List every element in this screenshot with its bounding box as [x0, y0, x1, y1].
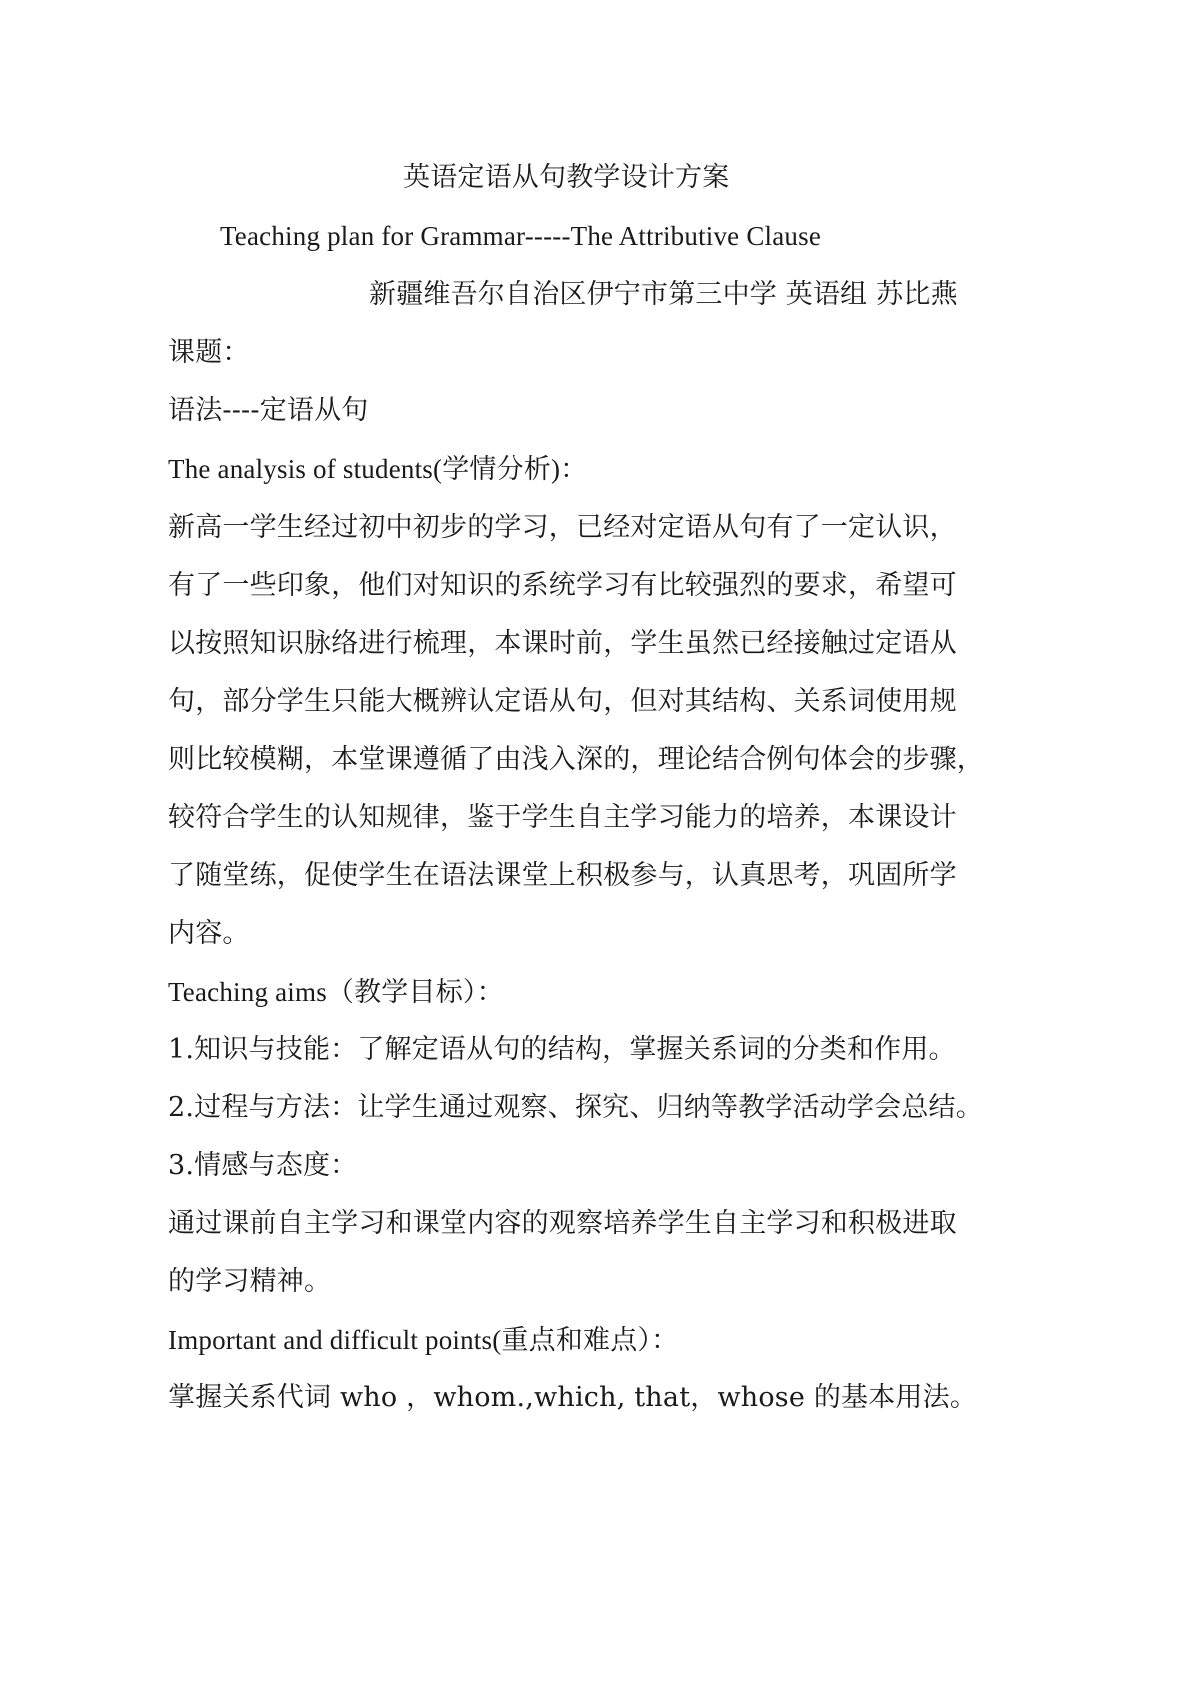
- aim-item: 3.情感与态度：: [168, 1150, 358, 1181]
- analysis-line: 有了一些印象，他们对知识的系统学习有比较强烈的要求，希望可: [168, 570, 957, 601]
- points-heading: Important and difficult points(重点和难点）：: [168, 1325, 679, 1355]
- aim-item: 2.过程与方法：让学生通过观察、探究、归纳等教学活动学会总结。: [168, 1092, 983, 1123]
- analysis-line: 以按照知识脉络进行梳理，本课时前，学生虽然已经接触过定语从: [168, 628, 957, 659]
- attitude-line: 通过课前自主学习和课堂内容的观察培养学生自主学习和积极进取: [168, 1208, 957, 1239]
- document-title-en: Teaching plan for Grammar-----The Attributive Clause: [220, 221, 821, 251]
- topic-label: 课题：: [168, 337, 250, 368]
- topic-value: 语法----定语从句: [168, 395, 369, 426]
- document-title-cn: 英语定语从句教学设计方案: [403, 162, 730, 193]
- points-text: 掌握关系代词 who ，whom.,which, that，whose 的基本用法。: [168, 1382, 978, 1413]
- attitude-line: 的学习精神。: [168, 1266, 332, 1297]
- analysis-line: 内容。: [168, 918, 250, 949]
- analysis-line: 较符合学生的认知规律，鉴于学生自主学习能力的培养，本课设计: [168, 802, 957, 833]
- analysis-heading: The analysis of students(学情分析)：: [168, 454, 588, 484]
- author-line: 新疆维吾尔自治区伊宁市第三中学 英语组 苏比燕: [369, 279, 958, 310]
- aims-heading: Teaching aims（教学目标）：: [168, 977, 504, 1007]
- aim-item: 1.知识与技能：了解定语从句的结构，掌握关系词的分类和作用。: [168, 1034, 956, 1065]
- analysis-line: 新高一学生经过初中初步的学习，已经对定语从句有了一定认识，: [168, 512, 957, 543]
- analysis-line: 句，部分学生只能大概辨认定语从句，但对其结构、关系词使用规: [168, 686, 957, 717]
- analysis-line: 了随堂练，促使学生在语法课堂上积极参与，认真思考，巩固所学: [168, 860, 957, 891]
- analysis-line: 则比较模糊，本堂课遵循了由浅入深的，理论结合例句体会的步骤，: [168, 744, 984, 775]
